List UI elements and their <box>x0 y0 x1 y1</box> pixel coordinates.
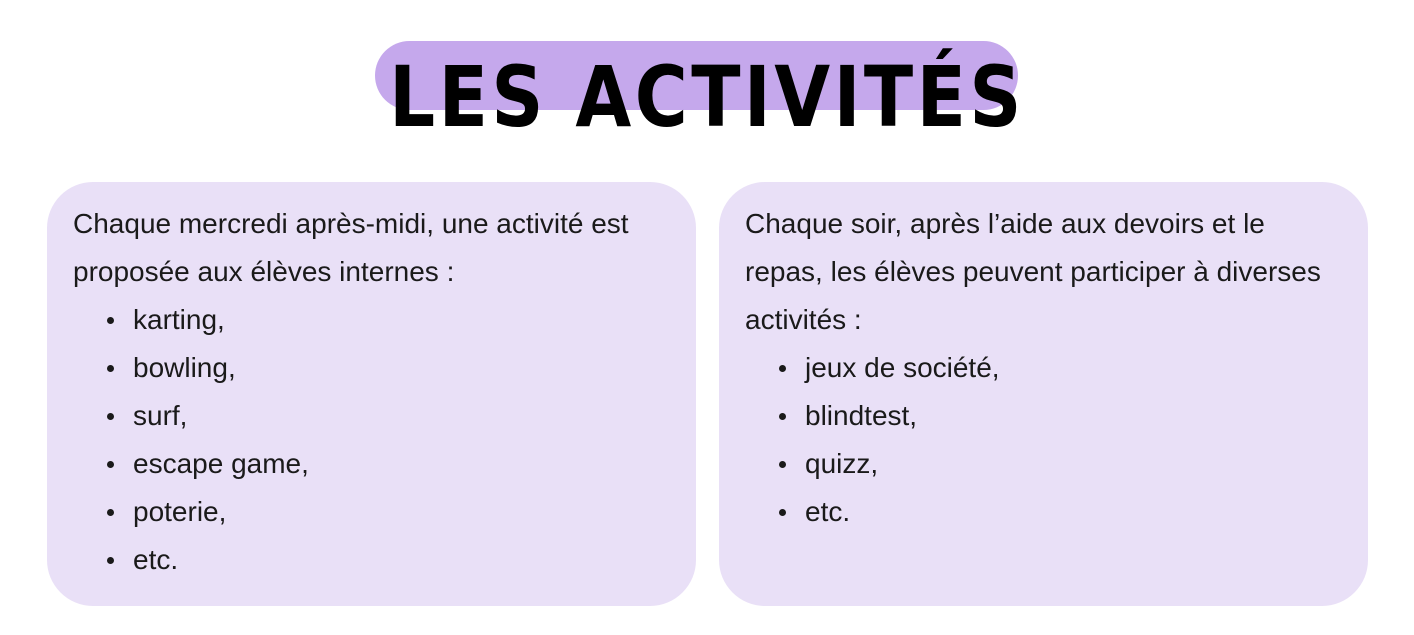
list-item <box>779 488 1342 536</box>
bullet-icon <box>779 509 786 516</box>
card-evening-activities <box>719 182 1368 606</box>
title-banner <box>0 0 1414 170</box>
list-item <box>779 392 1342 440</box>
bullet-icon <box>107 509 114 516</box>
list-item-label: quizz, <box>805 448 879 479</box>
bullet-icon <box>107 557 114 564</box>
list-item-label: karting, <box>133 304 225 335</box>
bullet-icon <box>107 413 114 420</box>
bullet-icon <box>779 413 786 420</box>
list-item-label: poterie, <box>133 496 227 527</box>
list-item <box>107 296 670 344</box>
list-item <box>779 344 1342 392</box>
card-intro-text: Chaque soir, après l’aide aux devoirs et le repas, les élèves peuvent participer à diverses activités : <box>745 208 1321 335</box>
list-item-label: blindtest, <box>805 400 918 431</box>
list-item-label: etc. <box>805 496 851 527</box>
list-item <box>779 440 1342 488</box>
bullet-icon <box>107 365 114 372</box>
list-item <box>107 344 670 392</box>
list-item <box>107 440 670 488</box>
bullet-icon <box>107 317 114 324</box>
card-intro-text: Chaque mercredi après-midi, une activité est proposée aux élèves internes : <box>73 208 629 287</box>
bullet-icon <box>779 461 786 468</box>
activity-list <box>73 296 670 584</box>
page-title: LES ACTIVITÉS <box>389 48 1025 146</box>
activity-list <box>745 344 1342 536</box>
list-item <box>107 392 670 440</box>
list-item-label: bowling, <box>133 352 236 383</box>
list-item-label: jeux de société, <box>805 352 1000 383</box>
bullet-icon <box>779 365 786 372</box>
list-item-label: etc. <box>133 544 179 575</box>
list-item <box>107 488 670 536</box>
list-item-label: escape game, <box>133 448 309 479</box>
bullet-icon <box>107 461 114 468</box>
list-item <box>107 536 670 584</box>
card-wednesday-activities <box>47 182 696 606</box>
list-item-label: surf, <box>133 400 188 431</box>
